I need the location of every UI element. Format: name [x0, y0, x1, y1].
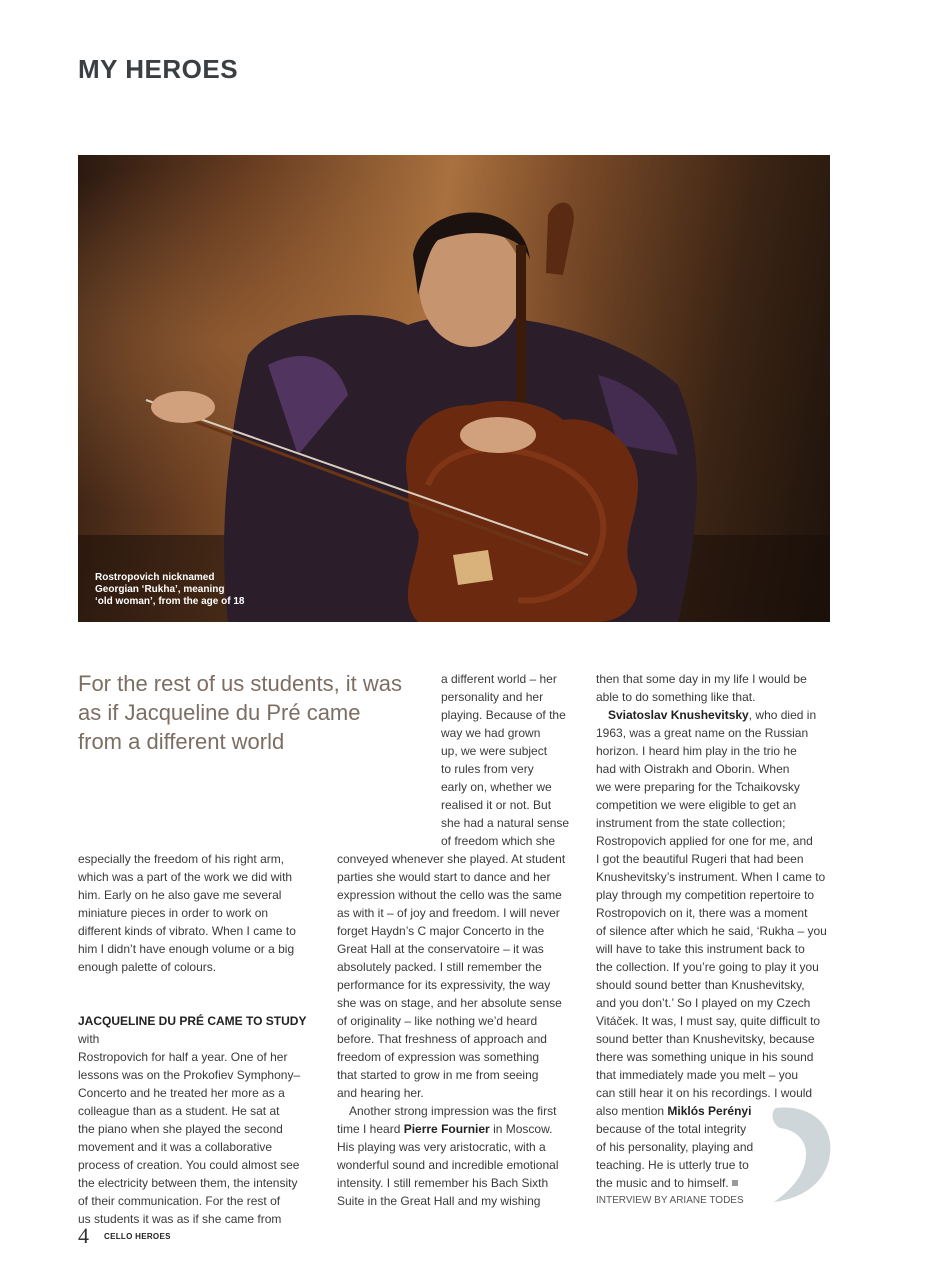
- text-line: different kinds of vibrato. When I came to: [78, 924, 296, 938]
- text-line: the piano when she played the second: [78, 1122, 283, 1136]
- text-line: she had a natural sense: [441, 816, 570, 830]
- text-fragment: , who died in: [748, 708, 817, 722]
- text-line: us students it was as if she came from: [78, 1212, 282, 1226]
- text-line: of freedom which she: [441, 834, 556, 848]
- text-line: conveyed whenever she played. At student: [337, 852, 566, 866]
- column-2: [337, 850, 582, 1210]
- text-line: Another strong impression was the first: [349, 1104, 557, 1118]
- photo-illustration: [78, 155, 830, 622]
- text-line: because of the total integrity: [596, 1122, 747, 1136]
- text-line: early on, whether we: [441, 780, 552, 794]
- text-line: wonderful sound and incredible emotional: [337, 1158, 559, 1172]
- text-line: [596, 1174, 836, 1192]
- text-line: of silence after which he said, ‘Rukha – you: [596, 924, 827, 938]
- text-line: colleague than as a student. He sat at: [78, 1104, 280, 1118]
- caption-line: ‘old woman’, from the age of 18: [95, 596, 245, 607]
- name-highlight: Miklós Perényi: [667, 1104, 752, 1118]
- column-1: [78, 850, 323, 1228]
- text-line: of their communication. For the rest of: [78, 1194, 281, 1208]
- text-line: Rostropovich on it, there was a moment: [596, 906, 808, 920]
- text-line: she was on stage, and her absolute sense: [337, 996, 562, 1010]
- photo-caption: [95, 572, 270, 608]
- text-line: competition we were eligible to get an: [596, 798, 797, 812]
- text-line: should sound better than Knushevitsky,: [596, 978, 805, 992]
- text-line: there was something unique in his sound: [596, 1050, 814, 1064]
- paragraph-gap: [78, 976, 323, 1012]
- text-line: enough palette of colours.: [78, 960, 217, 974]
- text-line: him. Early on he also gave me several: [78, 888, 282, 902]
- text-line: instrument from the state collection;: [596, 816, 786, 830]
- text-line: movement and it was a collaborative: [78, 1140, 273, 1154]
- text-line: intensity. I still remember his Bach Sixth: [337, 1176, 549, 1190]
- text-fragment: time I heard: [337, 1122, 404, 1136]
- publication-name: CELLO HEROES: [104, 1232, 171, 1241]
- text-line: [337, 1120, 582, 1138]
- text-line: that immediately made you melt – you: [596, 1068, 799, 1082]
- text-line: Rostropovich applied for one for me, and: [596, 834, 813, 848]
- text-line: lessons was on the Prokofiev Symphony–: [78, 1068, 301, 1082]
- text-line: of originality – like nothing we’d heard: [337, 1014, 538, 1028]
- text-line: to rules from very: [441, 762, 534, 776]
- name-highlight: Pierre Fournier: [403, 1122, 490, 1136]
- text-line: and you don’t.’ So I played on my Czech: [596, 996, 811, 1010]
- text-line: [78, 1012, 323, 1048]
- text-line: Vitáček. It was, I must say, quite difficult to: [596, 1014, 821, 1028]
- text-line: [596, 1102, 836, 1120]
- text-line: miniature pieces in order to work on: [78, 906, 269, 920]
- text-line: freedom of expression was something: [337, 1050, 540, 1064]
- text-line: teaching. He is utterly true to: [596, 1158, 749, 1172]
- text-line: process of creation. You could almost see: [78, 1158, 300, 1172]
- text-line: horizon. I heard him play in the trio he: [596, 744, 797, 758]
- text-line: will have to take this instrument back to: [596, 942, 805, 956]
- pull-quote: For the rest of us students, it was as if Jacqueline du Pré came from a different world: [78, 671, 403, 754]
- text-line: which was a part of the work we did with: [78, 870, 293, 884]
- text-line: able to do something like that.: [596, 690, 756, 704]
- column-3: [596, 670, 836, 1210]
- text-fragment: with: [78, 1032, 100, 1046]
- caption-line: Rostropovich nicknamed: [95, 572, 215, 583]
- text-line: Suite in the Great Hall and my wishing: [337, 1194, 541, 1208]
- text-line: a different world – her: [441, 672, 557, 686]
- text-line: expression without the cello was the same: [337, 888, 562, 902]
- text-line: Knushevitsky’s instrument. When I came to: [596, 870, 826, 884]
- text-line: and hearing her.: [337, 1086, 424, 1100]
- text-line: absolutely packed. I still remember the: [337, 960, 542, 974]
- text-line: as with it – of joy and freedom. I will never: [337, 906, 560, 920]
- text-line: sound better than Knushevitsky, because: [596, 1032, 815, 1046]
- interview-credit: INTERVIEW BY ARIANE TODES: [596, 1195, 744, 1206]
- text-line: realised it or not. But: [441, 798, 552, 812]
- text-line: play through my competition repertoire to: [596, 888, 815, 902]
- caption-line: Georgian ‘Rukha’, meaning: [95, 584, 225, 595]
- text-line: way we had grown: [441, 726, 541, 740]
- text-line: Concerto and he treated her more as a: [78, 1086, 285, 1100]
- text-fragment: in Moscow.: [489, 1122, 553, 1136]
- text-line: Rostropovich for half a year. One of her: [78, 1050, 288, 1064]
- text-line: 1963, was a great name on the Russian: [596, 726, 809, 740]
- text-line: then that some day in my life I would be: [596, 672, 807, 686]
- text-line: personality and her: [441, 690, 544, 704]
- text-line: performance for its expressivity, the way: [337, 978, 551, 992]
- page-number: 4: [78, 1223, 89, 1248]
- text-line: can still hear it on his recordings. I would: [596, 1086, 813, 1100]
- text-line: parties she would start to dance and her: [337, 870, 551, 884]
- section-title: MY HEROES: [78, 54, 239, 84]
- cellist-photo: [78, 155, 830, 622]
- text-line: His playing was very aristocratic, with a: [337, 1140, 546, 1154]
- text-line: before. That freshness of approach and: [337, 1032, 547, 1046]
- text-line: up, we were subject: [441, 744, 548, 758]
- subheading-lead: JACQUELINE DU PRÉ CAME TO STUDY: [78, 1014, 307, 1028]
- text-fragment: the music and to himself.: [596, 1176, 729, 1190]
- text-line: had with Oistrakh and Oborin. When: [596, 762, 790, 776]
- text-line: forget Haydn’s C major Concerto in the: [337, 924, 545, 938]
- name-highlight: Sviatoslav Knushevitsky: [608, 708, 749, 722]
- text-fragment: also mention: [596, 1104, 668, 1118]
- end-mark-icon: [732, 1180, 738, 1186]
- text-line: especially the freedom of his right arm,: [78, 852, 285, 866]
- text-line: Great Hall at the conservatoire – it was: [337, 942, 544, 956]
- text-line: him I didn’t have enough volume or a big: [78, 942, 295, 956]
- text-line: I got the beautiful Rugeri that had been: [596, 852, 804, 866]
- text-line: [596, 706, 836, 724]
- text-line: the collection. If you’re going to play it you: [596, 960, 819, 974]
- text-line: playing. Because of the: [441, 708, 566, 722]
- text-line: of his personality, playing and: [596, 1140, 754, 1154]
- text-line: that started to grow in me from seeing: [337, 1068, 539, 1082]
- text-line: the electricity between them, the intensity: [78, 1176, 298, 1190]
- column-2-top: [441, 670, 581, 850]
- text-line: we were preparing for the Tchaikovsky: [596, 780, 800, 794]
